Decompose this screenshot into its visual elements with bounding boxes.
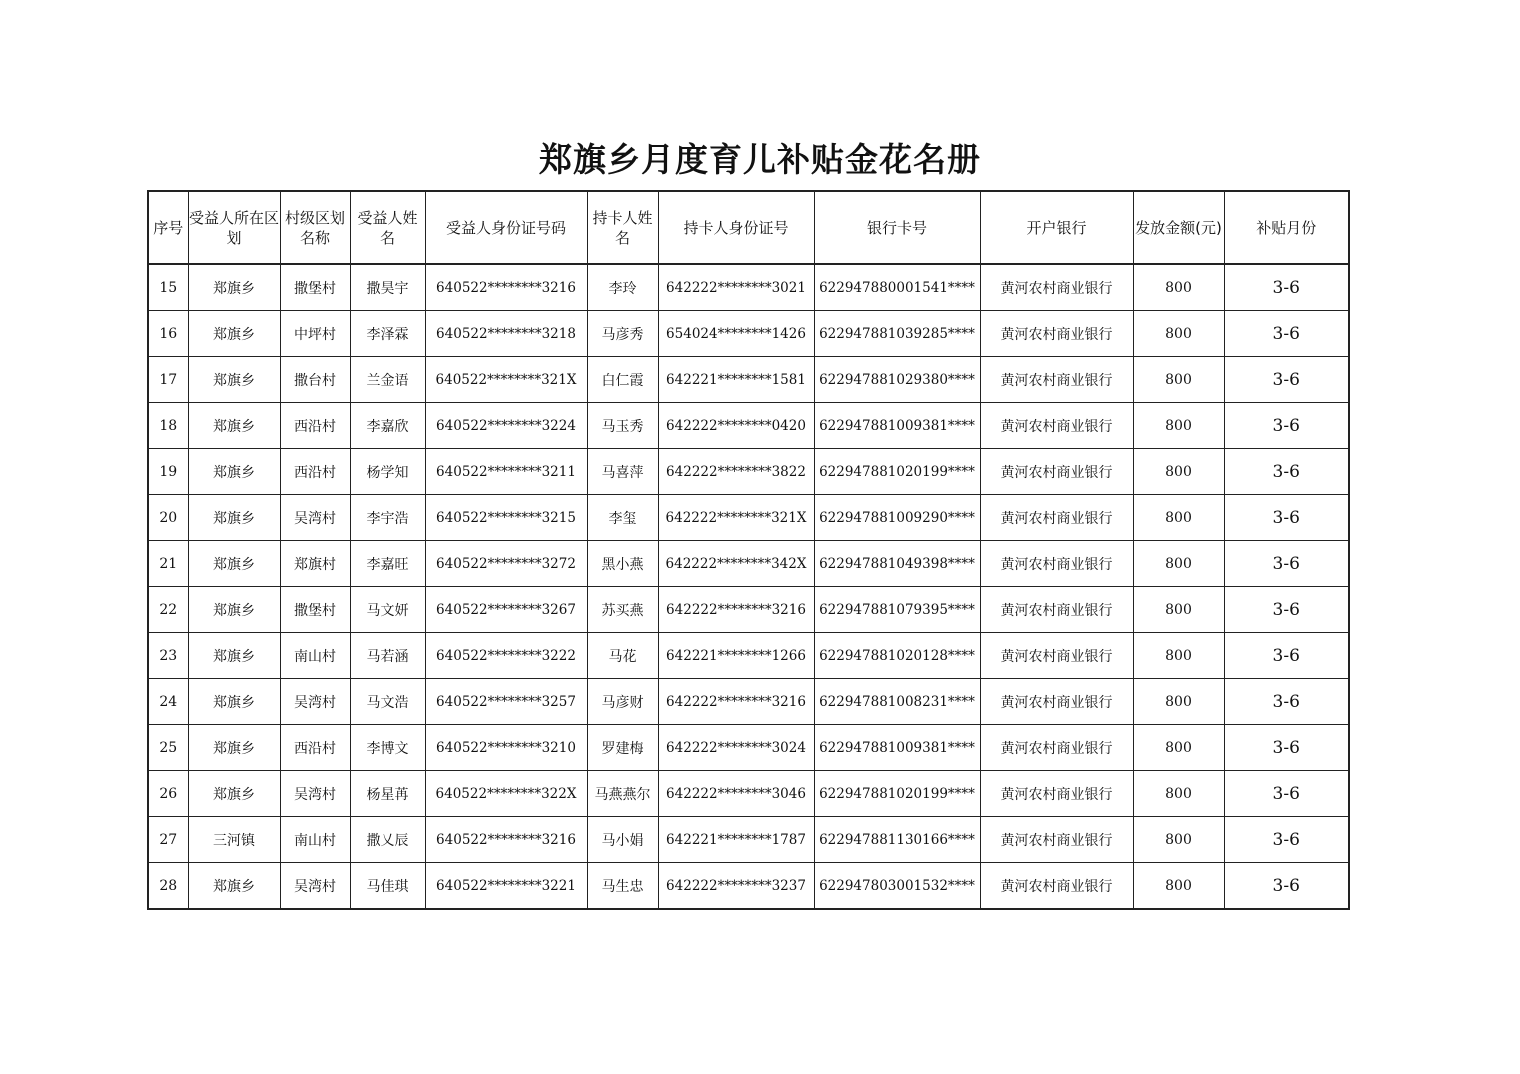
cell-amount: 800 [1133, 357, 1224, 403]
cell-amount: 800 [1133, 495, 1224, 541]
cell-village: 南山村 [280, 633, 350, 679]
col-header-beneficiary-name: 受益人姓名 [350, 191, 425, 264]
cell-cardholder-id: 642222********3216 [658, 679, 814, 725]
table-row [148, 403, 1349, 449]
table-row [148, 725, 1349, 771]
cell-region: 郑旗乡 [188, 264, 280, 311]
cell-village: 吴湾村 [280, 771, 350, 817]
table-row [148, 541, 1349, 587]
col-header-beneficiary-id: 受益人身份证号码 [425, 191, 587, 264]
cell-amount: 800 [1133, 449, 1224, 495]
cell-bank: 黄河农村商业银行 [980, 495, 1133, 541]
cell-bank-card: 622947880001541**** [814, 264, 980, 311]
cell-month: 3-6 [1224, 403, 1349, 449]
cell-cardholder-name: 马花 [587, 633, 658, 679]
table-row [148, 679, 1349, 725]
cell-bank-card: 622947881049398**** [814, 541, 980, 587]
cell-beneficiary-name: 李博文 [350, 725, 425, 771]
cell-index: 16 [148, 311, 188, 357]
cell-region: 郑旗乡 [188, 587, 280, 633]
cell-bank-card: 622947803001532**** [814, 863, 980, 910]
cell-beneficiary-name: 李泽霖 [350, 311, 425, 357]
cell-amount: 800 [1133, 863, 1224, 910]
cell-bank-card: 622947881029380**** [814, 357, 980, 403]
cell-bank: 黄河农村商业银行 [980, 264, 1133, 311]
cell-bank-card: 622947881079395**** [814, 587, 980, 633]
cell-region: 郑旗乡 [188, 863, 280, 910]
col-header-cardholder-name: 持卡人姓名 [587, 191, 658, 264]
cell-amount: 800 [1133, 725, 1224, 771]
cell-bank: 黄河农村商业银行 [980, 771, 1133, 817]
cell-region: 郑旗乡 [188, 679, 280, 725]
cell-cardholder-name: 马玉秀 [587, 403, 658, 449]
cell-index: 24 [148, 679, 188, 725]
cell-bank-card: 622947881020128**** [814, 633, 980, 679]
cell-bank-card: 622947881008231**** [814, 679, 980, 725]
cell-index: 18 [148, 403, 188, 449]
cell-cardholder-id: 642221********1266 [658, 633, 814, 679]
cell-cardholder-name: 马喜萍 [587, 449, 658, 495]
cell-beneficiary-id: 640522********3216 [425, 817, 587, 863]
cell-beneficiary-name: 李嘉旺 [350, 541, 425, 587]
cell-beneficiary-name: 撒昊宇 [350, 264, 425, 311]
cell-cardholder-name: 李玲 [587, 264, 658, 311]
cell-bank: 黄河农村商业银行 [980, 449, 1133, 495]
cell-beneficiary-id: 640522********3210 [425, 725, 587, 771]
cell-beneficiary-id: 640522********3257 [425, 679, 587, 725]
col-header-village: 村级区划名称 [280, 191, 350, 264]
cell-cardholder-id: 642222********3237 [658, 863, 814, 910]
cell-index: 17 [148, 357, 188, 403]
cell-beneficiary-name: 兰金语 [350, 357, 425, 403]
cell-beneficiary-id: 640522********3222 [425, 633, 587, 679]
cell-index: 27 [148, 817, 188, 863]
cell-bank: 黄河农村商业银行 [980, 587, 1133, 633]
col-header-bank-card: 银行卡号 [814, 191, 980, 264]
cell-cardholder-name: 马小娟 [587, 817, 658, 863]
cell-amount: 800 [1133, 817, 1224, 863]
cell-village: 撒堡村 [280, 264, 350, 311]
cell-beneficiary-id: 640522********322X [425, 771, 587, 817]
cell-village: 吴湾村 [280, 863, 350, 910]
roster-title: 郑旗乡月度育儿补贴金花名册 [539, 140, 981, 179]
cell-beneficiary-id: 640522********3211 [425, 449, 587, 495]
cell-bank: 黄河农村商业银行 [980, 357, 1133, 403]
cell-cardholder-id: 642222********3046 [658, 771, 814, 817]
cell-index: 19 [148, 449, 188, 495]
cell-beneficiary-name: 撒乂辰 [350, 817, 425, 863]
cell-beneficiary-id: 640522********3216 [425, 264, 587, 311]
cell-month: 3-6 [1224, 541, 1349, 587]
cell-cardholder-name: 马彦秀 [587, 311, 658, 357]
cell-month: 3-6 [1224, 587, 1349, 633]
cell-region: 郑旗乡 [188, 403, 280, 449]
cell-bank-card: 622947881009381**** [814, 725, 980, 771]
cell-index: 23 [148, 633, 188, 679]
cell-cardholder-id: 654024********1426 [658, 311, 814, 357]
cell-region: 郑旗乡 [188, 725, 280, 771]
cell-beneficiary-id: 640522********321X [425, 357, 587, 403]
cell-beneficiary-name: 李嘉欣 [350, 403, 425, 449]
cell-beneficiary-id: 640522********3221 [425, 863, 587, 910]
cell-cardholder-id: 642222********321X [658, 495, 814, 541]
table-header [148, 191, 1349, 264]
cell-bank: 黄河农村商业银行 [980, 541, 1133, 587]
cell-bank-card: 622947881009381**** [814, 403, 980, 449]
cell-bank: 黄河农村商业银行 [980, 817, 1133, 863]
cell-cardholder-name: 马生忠 [587, 863, 658, 910]
cell-cardholder-id: 642222********3822 [658, 449, 814, 495]
cell-bank: 黄河农村商业银行 [980, 311, 1133, 357]
cell-cardholder-id: 642222********3024 [658, 725, 814, 771]
cell-month: 3-6 [1224, 449, 1349, 495]
cell-bank-card: 622947881130166**** [814, 817, 980, 863]
cell-region: 郑旗乡 [188, 449, 280, 495]
table-row [148, 587, 1349, 633]
cell-village: 吴湾村 [280, 679, 350, 725]
cell-cardholder-id: 642222********3216 [658, 587, 814, 633]
cell-cardholder-name: 李玺 [587, 495, 658, 541]
cell-beneficiary-id: 640522********3267 [425, 587, 587, 633]
header-row [148, 191, 1349, 264]
cell-region: 三河镇 [188, 817, 280, 863]
cell-month: 3-6 [1224, 495, 1349, 541]
cell-cardholder-name: 马燕燕尔 [587, 771, 658, 817]
cell-bank-card: 622947881009290**** [814, 495, 980, 541]
cell-month: 3-6 [1224, 264, 1349, 311]
cell-beneficiary-name: 马文妍 [350, 587, 425, 633]
cell-bank: 黄河农村商业银行 [980, 863, 1133, 910]
cell-bank: 黄河农村商业银行 [980, 633, 1133, 679]
col-header-index: 序号 [148, 191, 188, 264]
cell-village: 西沿村 [280, 449, 350, 495]
cell-village: 西沿村 [280, 403, 350, 449]
cell-cardholder-id: 642221********1581 [658, 357, 814, 403]
cell-bank-card: 622947881020199**** [814, 449, 980, 495]
cell-index: 25 [148, 725, 188, 771]
cell-bank: 黄河农村商业银行 [980, 403, 1133, 449]
cell-month: 3-6 [1224, 357, 1349, 403]
cell-month: 3-6 [1224, 311, 1349, 357]
table-row [148, 863, 1349, 910]
col-header-region: 受益人所在区划 [188, 191, 280, 264]
cell-village: 吴湾村 [280, 495, 350, 541]
cell-village: 撒台村 [280, 357, 350, 403]
cell-bank: 黄河农村商业银行 [980, 679, 1133, 725]
cell-amount: 800 [1133, 264, 1224, 311]
cell-beneficiary-name: 马文浩 [350, 679, 425, 725]
cell-index: 28 [148, 863, 188, 910]
cell-beneficiary-name: 杨星苒 [350, 771, 425, 817]
cell-cardholder-id: 642222********0420 [658, 403, 814, 449]
cell-beneficiary-name: 马若涵 [350, 633, 425, 679]
cell-beneficiary-name: 马佳琪 [350, 863, 425, 910]
cell-cardholder-id: 642222********342X [658, 541, 814, 587]
table-row [148, 771, 1349, 817]
cell-index: 26 [148, 771, 188, 817]
cell-region: 郑旗乡 [188, 633, 280, 679]
cell-cardholder-name: 黑小燕 [587, 541, 658, 587]
cell-region: 郑旗乡 [188, 541, 280, 587]
cell-beneficiary-id: 640522********3218 [425, 311, 587, 357]
cell-beneficiary-name: 杨学知 [350, 449, 425, 495]
cell-amount: 800 [1133, 403, 1224, 449]
cell-cardholder-name: 马彦财 [587, 679, 658, 725]
cell-month: 3-6 [1224, 679, 1349, 725]
col-header-cardholder-id: 持卡人身份证号 [658, 191, 814, 264]
table-row [148, 817, 1349, 863]
col-header-amount: 发放金额(元) [1133, 191, 1224, 264]
table-row [148, 357, 1349, 403]
cell-bank-card: 622947881039285**** [814, 311, 980, 357]
cell-amount: 800 [1133, 771, 1224, 817]
cell-bank-card: 622947881020199**** [814, 771, 980, 817]
table-row [148, 264, 1349, 311]
table-row [148, 495, 1349, 541]
cell-month: 3-6 [1224, 633, 1349, 679]
cell-village: 西沿村 [280, 725, 350, 771]
cell-beneficiary-id: 640522********3224 [425, 403, 587, 449]
cell-region: 郑旗乡 [188, 357, 280, 403]
cell-village: 郑旗村 [280, 541, 350, 587]
cell-region: 郑旗乡 [188, 495, 280, 541]
cell-amount: 800 [1133, 633, 1224, 679]
cell-beneficiary-id: 640522********3215 [425, 495, 587, 541]
cell-region: 郑旗乡 [188, 771, 280, 817]
cell-index: 20 [148, 495, 188, 541]
cell-bank: 黄河农村商业银行 [980, 725, 1133, 771]
cell-cardholder-name: 罗建梅 [587, 725, 658, 771]
cell-index: 15 [148, 264, 188, 311]
cell-amount: 800 [1133, 587, 1224, 633]
table-row [148, 633, 1349, 679]
cell-month: 3-6 [1224, 771, 1349, 817]
cell-index: 21 [148, 541, 188, 587]
cell-beneficiary-name: 李宇浩 [350, 495, 425, 541]
cell-village: 撒堡村 [280, 587, 350, 633]
subsidy-roster-table [147, 190, 1350, 910]
cell-index: 22 [148, 587, 188, 633]
table-row [148, 449, 1349, 495]
cell-village: 南山村 [280, 817, 350, 863]
cell-amount: 800 [1133, 311, 1224, 357]
cell-month: 3-6 [1224, 817, 1349, 863]
col-header-bank: 开户银行 [980, 191, 1133, 264]
cell-beneficiary-id: 640522********3272 [425, 541, 587, 587]
cell-amount: 800 [1133, 541, 1224, 587]
cell-cardholder-name: 苏买燕 [587, 587, 658, 633]
col-header-month: 补贴月份 [1224, 191, 1349, 264]
cell-amount: 800 [1133, 679, 1224, 725]
table-row [148, 311, 1349, 357]
cell-month: 3-6 [1224, 863, 1349, 910]
table-body [148, 264, 1349, 909]
cell-village: 中坪村 [280, 311, 350, 357]
cell-cardholder-id: 642222********3021 [658, 264, 814, 311]
cell-region: 郑旗乡 [188, 311, 280, 357]
cell-month: 3-6 [1224, 725, 1349, 771]
cell-cardholder-name: 白仁霞 [587, 357, 658, 403]
cell-cardholder-id: 642221********1787 [658, 817, 814, 863]
